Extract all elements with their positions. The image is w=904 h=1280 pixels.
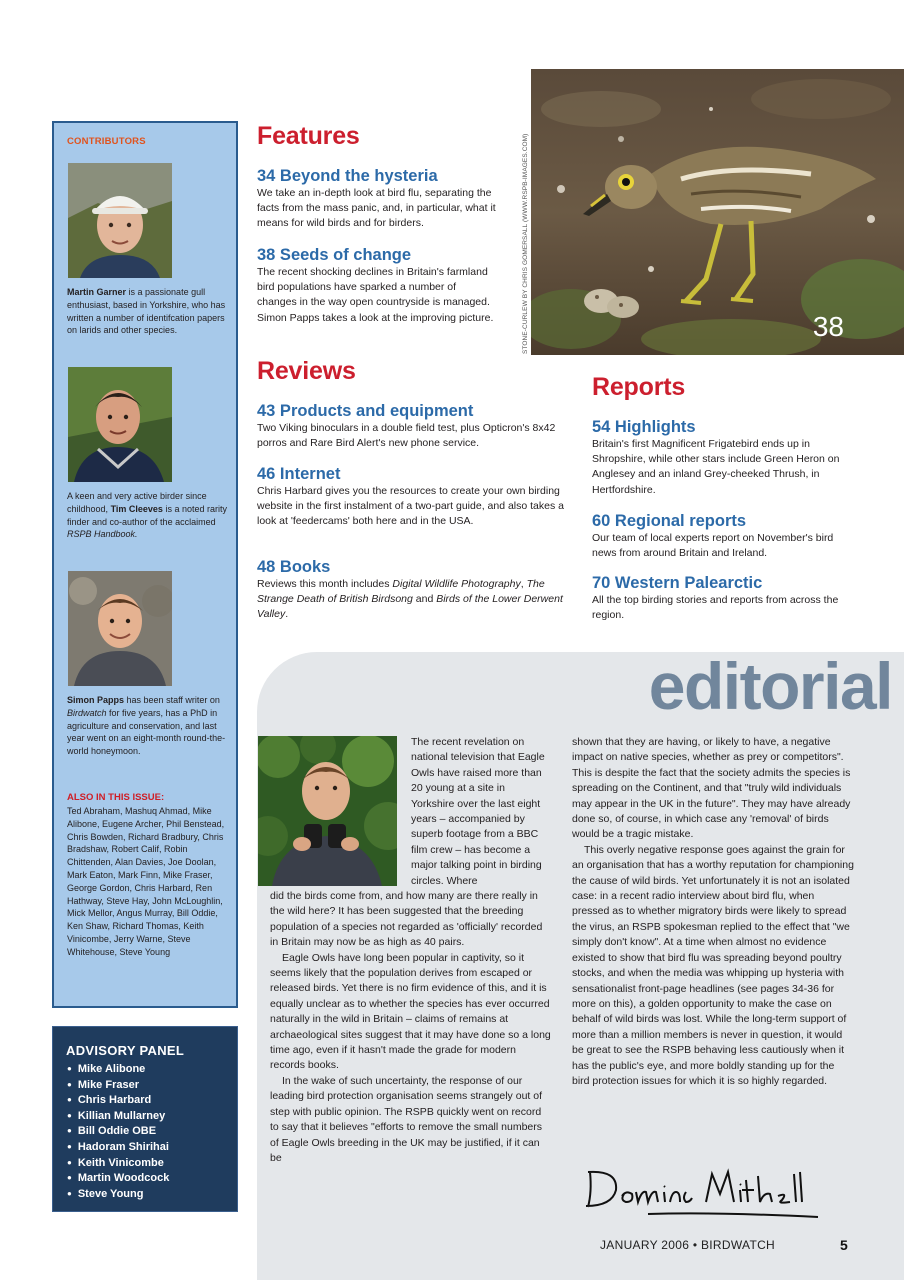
advisory-member: ● Steve Young	[67, 1187, 169, 1203]
advisory-panel	[52, 1026, 238, 1212]
editorial-paragraph: shown that they are having, or likely to have, a negative impact on native species, whether as prey or competitors". This is despite the fact that the society admits the species is spreading on the Continent, and that "truly wild individuals may appear in the UK in the future". They may have already done so, of course, in which case any 'removal' of birds would be a tragic mistake.	[572, 736, 851, 841]
advisory-list	[67, 1062, 169, 1202]
editorial-column-1	[270, 889, 551, 1166]
stone-curlew-photo	[531, 69, 904, 355]
review-heading[interactable]: 43 Products and equipment	[257, 402, 474, 420]
reports-title: Reports	[592, 373, 686, 401]
report-text: All the top birding stories and reports from across the region.	[592, 594, 839, 622]
book-title: Birds of the Lower Derwent Valley	[257, 593, 563, 621]
photo-page-number: 38	[812, 311, 844, 342]
editorial-paragraph: In the wake of such uncertainty, the response of our leading bird protection organisation seems strangely out of step with public opinion. The RSPB quickly went on record to say that it believes "efforts to remove the small numbers of Eagle Owls breeding in the UK may be justified, if it can be	[270, 1074, 542, 1164]
bio-text: for five years, has a PhD in agriculture and conservation, and last year went on an eight-month round-the-world honeymoon.	[67, 707, 226, 757]
report-text: Our team of local experts report on November's bird news from around Britain and Ireland.	[592, 532, 834, 560]
review-heading[interactable]: 48 Books	[257, 558, 331, 576]
bio-book-title: RSPB Handbook.	[67, 529, 138, 540]
bio-magazine: Birdwatch	[67, 707, 107, 718]
reviews-title: Reviews	[257, 357, 356, 385]
advisory-member: ● Mike Alibone	[67, 1062, 169, 1078]
review-text-part: Reviews this month includes	[257, 578, 390, 590]
feature-item-38[interactable]	[257, 246, 497, 326]
review-text: Chris Harbard gives you the resources to create your own birding website in the first instalment of a two-part guide, and also takes a look at 'feedercams' both here and in the USA.	[257, 485, 564, 528]
review-text-part: .	[285, 608, 289, 621]
advisory-member: ● Bill Oddie OBE	[67, 1124, 169, 1140]
editor-photo	[258, 736, 397, 886]
book-title: Digital Wildlife Photography	[392, 578, 521, 590]
advisory-member: ● Keith Vinicombe	[67, 1156, 169, 1172]
bio-name: Martin Garner	[67, 287, 127, 297]
report-item-60[interactable]	[592, 512, 852, 561]
portrait-tim-cleeves	[68, 367, 172, 482]
bio-tim-cleeves	[67, 490, 231, 541]
bio-name: Tim Cleeves	[110, 503, 163, 514]
advisory-member: ● Hadoram Shirihai	[67, 1140, 169, 1156]
portrait-simon-papps	[68, 571, 172, 686]
editorial-paragraph: The recent revelation on national television that Eagle Owls have raised more than 20 young at a site in Yorkshire over the last eight years – accompanied by superb footage from a BBC film crew – has become a major talking point in birding circles. Where	[411, 736, 545, 887]
review-text: Reviews this month includes Digital Wildlife Photography, The Strange Death of British Birdsong and Birds of the Lower Derwent Valley.	[257, 578, 563, 621]
portrait-martin-garner	[68, 163, 172, 278]
editorial-title: editorial	[648, 649, 892, 723]
report-heading[interactable]: 54 Highlights	[592, 418, 696, 436]
editorial-paragraph: did the birds come from, and how many are there really in the wild here? It has been suggested that the breeding population of a species not regarded as 'officially' recorded in Britain may now be as high as 40 pairs.	[270, 890, 543, 949]
bio-text: A keen and very active birder since childhood,	[67, 491, 207, 514]
review-text-part: and	[415, 593, 434, 606]
page-folio: JANUARY 2006 • BIRDWATCH	[600, 1238, 776, 1252]
bio-text: has been staff writer on	[126, 695, 220, 705]
report-text: Britain's first Magnificent Frigatebird ends up in Shropshire, while other stars include Green Heron on Anglesey and an inland Grey-cheeked Thrush, in Hertfordshire.	[592, 438, 840, 496]
features-title: Features	[257, 122, 360, 150]
advisory-member: ● Martin Woodcock	[67, 1171, 169, 1187]
bio-text: is a passionate gull enthusiast, based in Yorkshire, who has written a number of identifcation papers on larids and other species.	[67, 287, 226, 336]
also-in-issue-title: ALSO IN THIS ISSUE:	[67, 792, 165, 803]
feature-heading[interactable]: 34 Beyond the hysteria	[257, 167, 438, 185]
feature-item-34[interactable]	[257, 167, 514, 232]
report-heading[interactable]: 60 Regional reports	[592, 512, 747, 530]
bio-text: is a noted rarity finder and co-author of the acclaimed	[67, 503, 227, 527]
contributors-panel	[52, 121, 238, 1008]
editorial-paragraph: This overly negative response goes against the grain for an organisation that has a worthy reputation for championing the cause of wild birds. Yet unfortunately it is not an isolated case: in a recent radio interview about bird flu, when pressed as to whether migratory birds were likely to spread the virus, an RSPB spokesman replied to the effect that "we simply don't know". At a time when almost no evidence existed to show that bird flu was spreading beyond poultry stocks, and when the media was whipping up hysteria with sensationalist front-page headlines (see pages 34-36 for more on this), a golden opportunity to make the case on behalf of wild birds was lost. While the long-term support of more than a million members is never in question, it would be great to see the RSPB behaving less cautiously when it has the public's eye, and more boldly standing up for the bird protection issues for which it is so highly regarded.	[572, 843, 854, 1087]
feature-text: The recent shocking declines in Britain's farmland bird populations have sparked a number of changes in the way open countryside is managed. Simon Papps takes a look at the improving picture.	[257, 266, 494, 324]
advisory-member: ● Chris Harbard	[67, 1093, 169, 1109]
editorial-column-1-top	[411, 735, 551, 889]
photo-credit-text: STONE-CURLEW BY CHRIS GOMERSALL (WWW.RSPB-IMAGES.COM)	[522, 133, 529, 354]
also-in-issue-list: Ted Abraham, Mashuq Ahmad, Mike Alibone, Eugene Archer, Phil Benstead, Chris Bowden, Richard Bradbury, Chris Bradshaw, Robert Calif, Robin Chittenden, Alan Davies, Joe Doolan, Mark Eaton, Mark Finn, Mike Fraser, George Gordon, Chris Harbard, Ren Hathway, Steve Hay, John McLoughlin, Mick Mellor, Angus Murray, Bill Oddie, Ken Shaw, Richard Thomas, Keith Vinicombe, Jerry Warne, Steve Whitehouse, Steve Young	[67, 806, 225, 957]
review-item-48[interactable]	[257, 558, 582, 623]
advisory-member: ● Killian Mullarney	[67, 1109, 169, 1125]
bio-name: Simon Papps	[67, 695, 125, 705]
report-item-70[interactable]	[592, 574, 842, 623]
editorial-paragraph: Eagle Owls have long been popular in captivity, so it seems likely that the population derives from escaped or released birds. Yet there is no firm evidence of this, and it is equally unclear as to whether the species has ever occurred naturally in the wild in Britain – claims of remains at archaeological sites suggest that it may have done so a long time ago, even if it hasn't made the grade for modern records books.	[270, 951, 551, 1072]
book-title: The Strange Death of British Birdsong	[257, 578, 545, 606]
report-item-54[interactable]	[592, 418, 852, 498]
feature-text: We take an in-depth look at bird flu, separating the facts from the mass panic, and, in particular, what it means for wild birds and for birders.	[257, 187, 496, 230]
bio-simon-papps	[67, 694, 231, 758]
contributors-title: CONTRIBUTORS	[67, 136, 146, 147]
review-heading[interactable]: 46 Internet	[257, 465, 341, 483]
advisory-title: ADVISORY PANEL	[66, 1043, 185, 1058]
bio-martin-garner	[67, 286, 231, 337]
report-heading[interactable]: 70 Western Palearctic	[592, 574, 763, 592]
page-number: 5	[840, 1237, 848, 1253]
review-item-46[interactable]	[257, 465, 582, 530]
editor-signature	[578, 1162, 828, 1222]
review-text: Two Viking binoculars in a double field test, plus Opticron's 8x42 porros and Rare Bird Alert's new phone service.	[257, 422, 556, 450]
feature-heading[interactable]: 38 Seeds of change	[257, 246, 412, 264]
editorial-column-2	[572, 735, 854, 1089]
review-item-43[interactable]	[257, 402, 582, 451]
advisory-member: ● Mike Fraser	[67, 1078, 169, 1094]
